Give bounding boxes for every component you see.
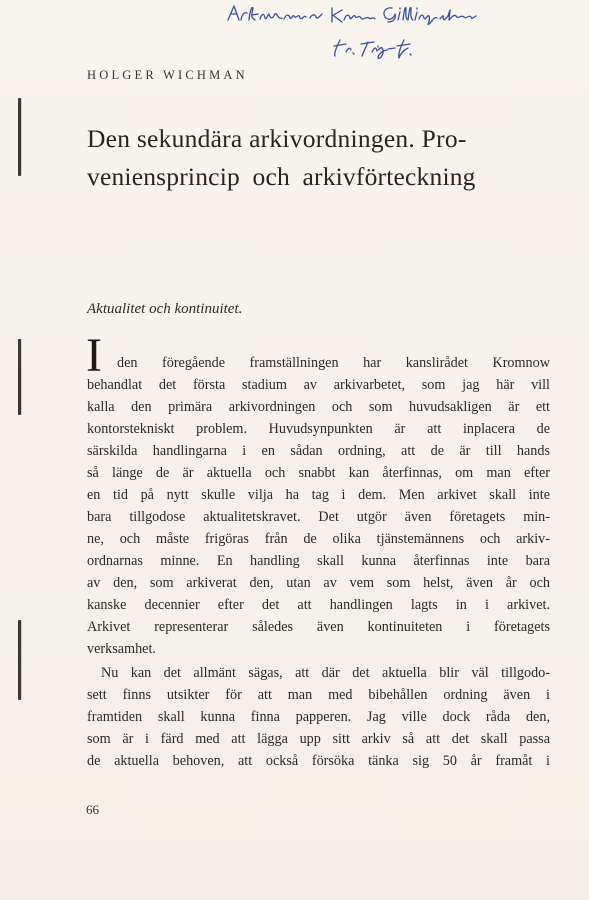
text-line: framtiden skall kunna finna papperen. Jag ville dock råda den, — [87, 709, 550, 725]
title-line: Den sekundära arkivordningen. Pro- — [87, 124, 467, 153]
text-line: särskilda handlingarna i en sådan ordning, att de är till hands — [87, 443, 550, 459]
staple-mark — [18, 620, 21, 700]
text-line: som är i färd med att lägga upp sitt arkiv så att det skall passa — [87, 731, 550, 747]
text-line: kalla den primära arkivordningen och som huvudsakligen är ett — [87, 399, 550, 415]
section-heading: Aktualitet och kontinuitet. — [87, 301, 243, 317]
text-line: så länge de är aktuella och snabbt kan återfinnas, om man efter — [87, 465, 550, 481]
text-line: Arkivet representerar således även kontinuiteten i företagets — [87, 619, 550, 635]
page-number: 66 — [86, 802, 99, 817]
text-line: verksamhet. — [87, 641, 156, 657]
text-line: en tid på nytt skulle vilja ha tag i dem. Men arkivet skall inte — [87, 487, 550, 503]
handwriting-drawing — [222, 2, 582, 62]
text-line: sett finns utsikter för att man med bibehållen ordning även i — [87, 687, 550, 703]
text-line: ne, och måste frigöras från de olika tjänstemännens och arkiv- — [87, 531, 550, 547]
text-line: behandlat det första stadium av arkivarbetet, som jag här vill — [87, 377, 550, 393]
title-line: veniensprincip och arkivförteckning — [87, 162, 476, 191]
text-line: ordnarnas minne. En handling skall kunna återfinnas inte bara — [87, 553, 550, 569]
article-title — [87, 120, 557, 196]
text-line: de aktuella behoven, att också försöka tänka sig 50 år framåt i — [87, 753, 550, 769]
text-line: bara tillgodose aktualitetskravet. Det utgör även företagets min- — [87, 509, 550, 525]
text-line: av den, som arkiverat den, utan av vem som helst, även år och — [87, 575, 550, 591]
author-name: HOLGER WICHMAN — [87, 68, 248, 82]
text-line: den föregående framställningen har kanslirådet Kromnow — [117, 355, 550, 371]
staple-mark — [18, 339, 21, 415]
text-line: Nu kan det allmänt sägas, att där det aktuella blir väl tillgodo- — [101, 665, 550, 681]
handwritten-dedication — [222, 2, 582, 62]
text-line: kontorstekniskt problem. Huvudsynpunkten är att inplacera de — [87, 421, 550, 437]
staple-mark — [18, 98, 21, 176]
drop-cap: I — [86, 329, 102, 382]
text-line: kanske decennier efter det att handlingen lagts in i arkivet. — [87, 597, 550, 613]
